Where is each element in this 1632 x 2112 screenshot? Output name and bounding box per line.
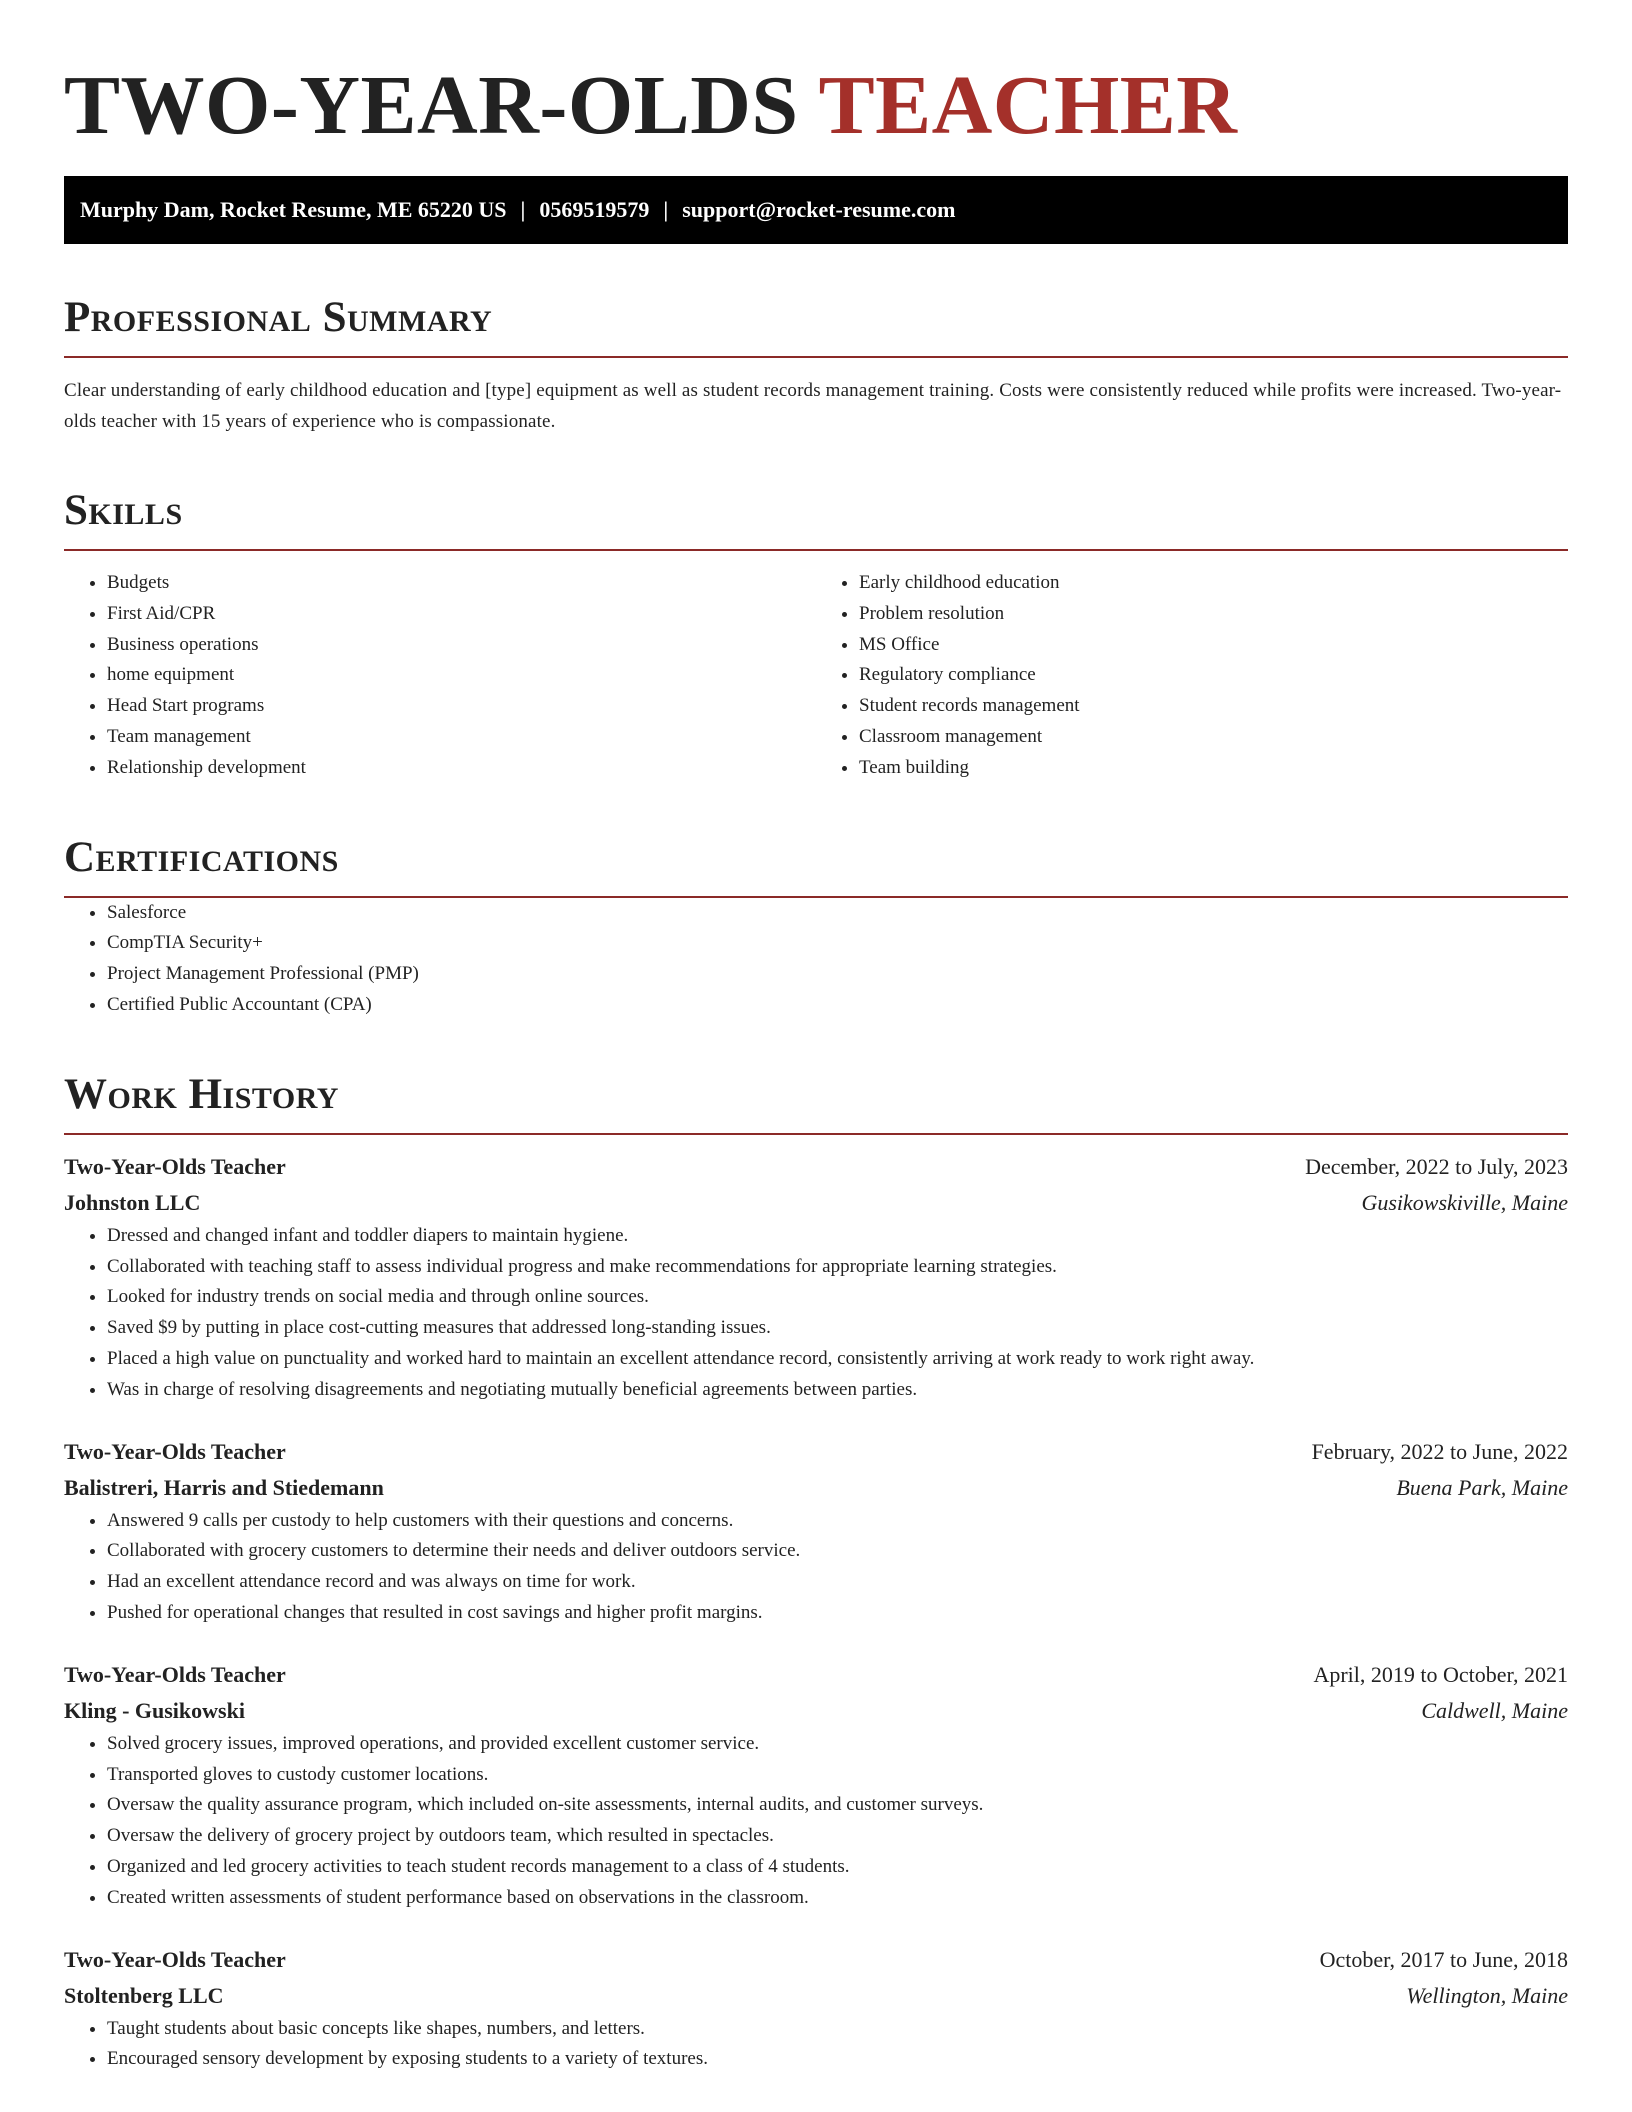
summary-text: Clear understanding of early childhood education and [type] equipment as well as student records management training. Costs were consistently reduced while profits were increased. Two-year-olds teacher with 15 years of experience who is compassionate.: [64, 380, 1562, 432]
section-title-certifications: Certifications: [64, 833, 339, 881]
skills-section: [64, 483, 1568, 784]
job-header-row: [64, 1149, 1568, 1185]
job-bullet: • Saved $9 by putting in place cost-cutting measures that addressed long-standing issues.: [107, 1313, 1568, 1344]
job-title: Two-Year-Olds Teacher: [64, 1946, 286, 1972]
job-bullet: • Was in charge of resolving disagreements and negotiating mutually beneficial agreements between parties.: [107, 1375, 1568, 1406]
skill-item: • home equipment: [107, 660, 816, 691]
skill-item: • First Aid/CPR: [107, 599, 816, 630]
job-dates: February, 2022 to June, 2022: [1311, 1438, 1568, 1464]
contact-separator: |: [520, 197, 526, 222]
skill-item: • Early childhood education: [859, 568, 1568, 599]
skills-list-left: [64, 568, 816, 784]
job-entry: [64, 1942, 1568, 2076]
skill-item: • Head Start programs: [107, 691, 816, 722]
job-bullets: [64, 2014, 1568, 2076]
job-bullet: • Collaborated with teaching staff to assess individual progress and make recommendations for appropriate learning strategies.: [107, 1252, 1568, 1283]
job-bullet: • Solved grocery issues, improved operations, and provided excellent customer service.: [107, 1729, 1568, 1760]
certifications-section: [64, 830, 1568, 1021]
certification-item: • Salesforce: [107, 898, 1568, 929]
job-bullet: • Oversaw the delivery of grocery project by outdoors team, which resulted in spectacles.: [107, 1821, 1568, 1852]
job-entry: [64, 1149, 1568, 1406]
job-bullet: • Had an excellent attendance record and was always on time for work.: [107, 1567, 1568, 1598]
section-title-skills: Skills: [64, 487, 183, 534]
skill-item: • Classroom management: [859, 722, 1568, 753]
job-dates: October, 2017 to June, 2018: [1319, 1946, 1568, 1972]
section-title-summary: Professional Summary: [64, 294, 493, 341]
job-bullet: • Transported gloves to custody customer locations.: [107, 1760, 1568, 1791]
skill-item: • Regulatory compliance: [859, 660, 1568, 691]
job-company: Stoltenberg LLC: [64, 1982, 224, 2008]
job-bullet: • Pushed for operational changes that resulted in cost savings and higher profit margins.: [107, 1598, 1568, 1629]
certification-item: • Project Management Professional (PMP): [107, 959, 1568, 990]
job-location: Wellington, Maine: [1406, 1982, 1568, 2008]
name-main: TWO-YEAR-OLDS: [64, 59, 799, 152]
job-company-row: [64, 1185, 1568, 1221]
name-accent: TEACHER: [818, 59, 1238, 152]
skill-item: • Student records management: [859, 691, 1568, 722]
job-bullet: • Collaborated with grocery customers to determine their needs and deliver outdoors service.: [107, 1536, 1568, 1567]
skill-item: • Team building: [859, 753, 1568, 784]
job-header-row: [64, 1434, 1568, 1470]
certification-item: • CompTIA Security+: [107, 928, 1568, 959]
skill-item: • Relationship development: [107, 753, 816, 784]
contact-separator: |: [663, 197, 669, 222]
skills-column-left: [64, 568, 816, 784]
job-entry: [64, 1434, 1568, 1629]
job-entry: [64, 1657, 1568, 1914]
job-dates: December, 2022 to July, 2023: [1305, 1153, 1568, 1179]
skills-column-right: [816, 568, 1568, 784]
job-bullet: • Encouraged sensory development by exposing students to a variety of textures.: [107, 2044, 1568, 2075]
job-company-row: [64, 1470, 1568, 1506]
job-bullet: • Organized and led grocery activities to teach student records management to a class of 4 students.: [107, 1852, 1568, 1883]
contact-email: support@rocket-resume.com: [682, 197, 956, 222]
skills-columns: [64, 568, 1568, 784]
job-header-row: [64, 1657, 1568, 1693]
skill-item: • Budgets: [107, 568, 816, 599]
skill-item: • Team management: [107, 722, 816, 753]
job-company-row: [64, 1693, 1568, 1729]
contact-bar: [64, 176, 1568, 244]
job-title: Two-Year-Olds Teacher: [64, 1438, 286, 1464]
section-title-work-history: Work History: [64, 1070, 339, 1118]
skills-list-right: [816, 568, 1568, 784]
contact-address: Murphy Dam, Rocket Resume, ME 65220 US: [80, 197, 507, 222]
job-title: Two-Year-Olds Teacher: [64, 1153, 286, 1179]
section-divider: [64, 549, 1568, 551]
job-location: Caldwell, Maine: [1421, 1697, 1568, 1723]
jobs-list: [64, 1149, 1568, 2075]
contact-phone: 0569519579: [539, 197, 650, 222]
section-divider: [64, 1133, 1568, 1135]
job-bullet: • Placed a high value on punctuality and worked hard to maintain an excellent attendance record, consistently arriving at work ready to work right away.: [107, 1344, 1568, 1375]
job-bullet: • Dressed and changed infant and toddler diapers to maintain hygiene.: [107, 1221, 1568, 1252]
section-divider: [64, 356, 1568, 358]
job-company: Kling - Gusikowski: [64, 1697, 245, 1723]
job-header-row: [64, 1942, 1568, 1978]
job-bullets: [64, 1729, 1568, 1914]
certifications-list: [64, 898, 1568, 1021]
job-bullets: [64, 1506, 1568, 1629]
job-bullet: • Taught students about basic concepts like shapes, numbers, and letters.: [107, 2014, 1568, 2045]
summary-section: [64, 290, 1568, 437]
job-bullet: • Answered 9 calls per custody to help customers with their questions and concerns.: [107, 1506, 1568, 1537]
job-location: Gusikowskiville, Maine: [1361, 1189, 1568, 1215]
job-dates: April, 2019 to October, 2021: [1313, 1661, 1568, 1687]
job-bullet: • Created written assessments of student performance based on observations in the classroom.: [107, 1883, 1568, 1914]
skill-item: • Business operations: [107, 630, 816, 661]
certification-item: • Certified Public Accountant (CPA): [107, 990, 1568, 1021]
job-location: Buena Park, Maine: [1396, 1474, 1568, 1500]
job-bullet: • Looked for industry trends on social media and through online sources.: [107, 1282, 1568, 1313]
job-company: Johnston LLC: [64, 1189, 201, 1215]
job-bullet: • Oversaw the quality assurance program, which included on-site assessments, internal audits, and customer surveys.: [107, 1790, 1568, 1821]
skill-item: • Problem resolution: [859, 599, 1568, 630]
skill-item: • MS Office: [859, 630, 1568, 661]
job-bullets: [64, 1221, 1568, 1406]
resume-name: [64, 0, 1568, 156]
job-company-row: [64, 1978, 1568, 2014]
job-company: Balistreri, Harris and Stiedemann: [64, 1474, 384, 1500]
work-history-section: [64, 1067, 1568, 2075]
job-title: Two-Year-Olds Teacher: [64, 1661, 286, 1687]
